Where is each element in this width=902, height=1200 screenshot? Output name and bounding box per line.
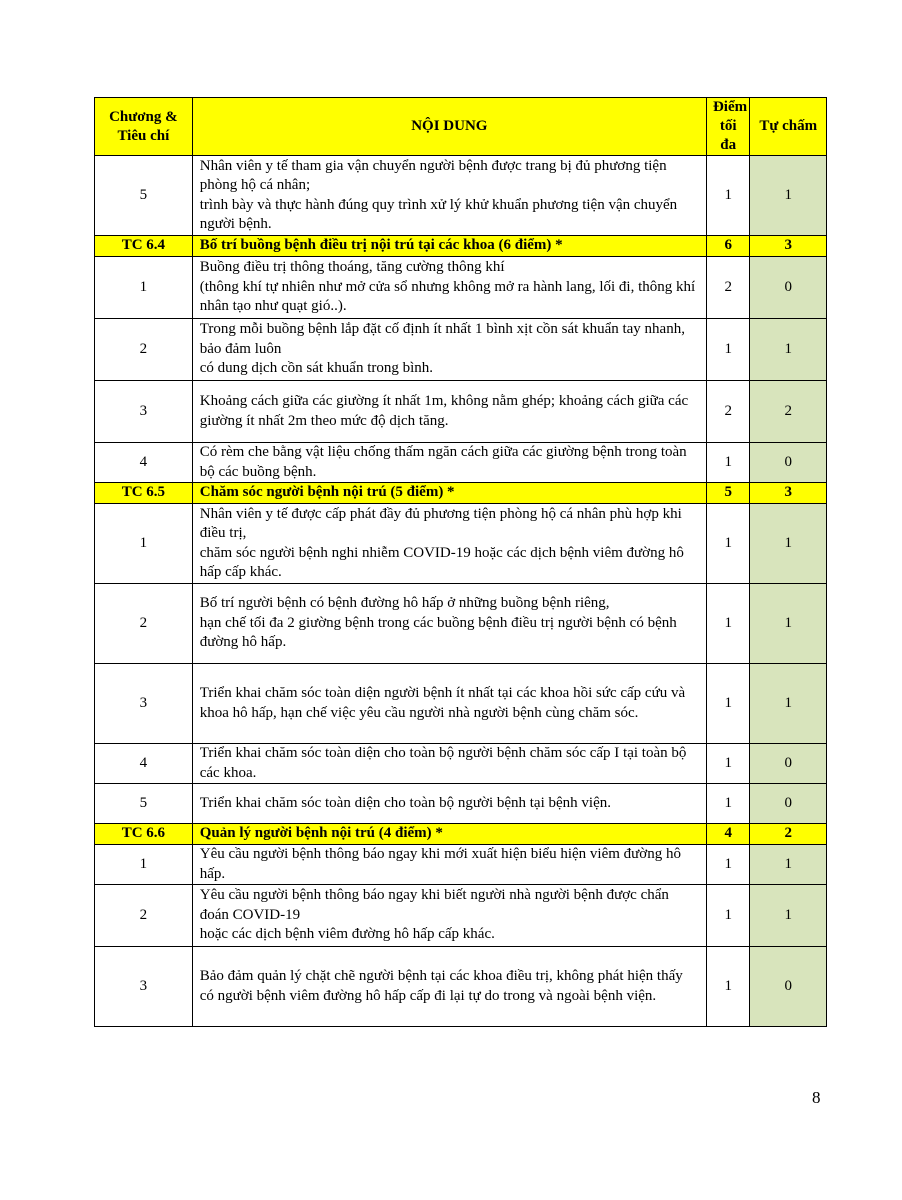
criterion-content: Triển khai chăm sóc toàn diện người bệnh ít nhất tại các khoa hồi sức cấp cứu và khoa hô hấp, hạn chế việc yêu cầu người nhà người bệnh cùng chăm sóc. — [192, 664, 706, 744]
max-score: 1 — [706, 156, 750, 236]
criterion-number: 2 — [95, 319, 193, 381]
section-row — [95, 236, 827, 257]
max-score: 1 — [706, 584, 750, 664]
criterion-number: 2 — [95, 584, 193, 664]
max-score: 6 — [706, 236, 750, 257]
criterion-number: 1 — [95, 845, 193, 885]
max-score: 1 — [706, 947, 750, 1027]
criterion-number: 4 — [95, 744, 193, 784]
table-row — [95, 885, 827, 947]
table-row — [95, 257, 827, 319]
criterion-content: Quản lý người bệnh nội trú (4 điểm) * — [192, 824, 706, 845]
table-row — [95, 784, 827, 824]
self-score: 1 — [750, 504, 827, 584]
criterion-number: 3 — [95, 381, 193, 443]
self-score: 1 — [750, 319, 827, 381]
self-score: 1 — [750, 584, 827, 664]
criterion-number: 3 — [95, 664, 193, 744]
max-score: 1 — [706, 443, 750, 483]
criterion-number: 5 — [95, 784, 193, 824]
header-self-score: Tự chấm — [750, 98, 827, 156]
table-row — [95, 744, 827, 784]
criterion-number: 1 — [95, 257, 193, 319]
self-score: 0 — [750, 257, 827, 319]
criterion-number: 3 — [95, 947, 193, 1027]
criterion-content: Chăm sóc người bệnh nội trú (5 điểm) * — [192, 483, 706, 504]
max-score: 2 — [706, 381, 750, 443]
criterion-content: Bảo đảm quản lý chặt chẽ người bệnh tại các khoa điều trị, không phát hiện thấy có người bệnh viêm đường hô hấp cấp đi lại tự do trong và ngoài bệnh viện. — [192, 947, 706, 1027]
table-header-row — [95, 98, 827, 156]
self-score: 3 — [750, 236, 827, 257]
page-number: 8 — [812, 1088, 821, 1107]
criterion-content: Nhân viên y tế được cấp phát đầy đủ phương tiện phòng hộ cá nhân phù hợp khi điều trị, chăm sóc người bệnh nghi nhiễm COVID-19 hoặc các dịch bệnh viêm đường hô hấp cấp khác. — [192, 504, 706, 584]
max-score: 1 — [706, 885, 750, 947]
self-score: 2 — [750, 381, 827, 443]
self-score: 1 — [750, 845, 827, 885]
criterion-content: Buồng điều trị thông thoáng, tăng cường thông khí (thông khí tự nhiên như mở cửa sổ nhưng không mở ra hành lang, lối đi, thông khí nhân tạo như quạt gió..). — [192, 257, 706, 319]
header-max-score: Điểm tối đa — [706, 98, 750, 156]
max-score: 2 — [706, 257, 750, 319]
max-score: 1 — [706, 319, 750, 381]
criterion-number: TC 6.5 — [95, 483, 193, 504]
max-score: 1 — [706, 504, 750, 584]
table-row — [95, 504, 827, 584]
criterion-content: Có rèm che bằng vật liệu chống thấm ngăn cách giữa các giường bệnh trong toàn bộ các buồng bệnh. — [192, 443, 706, 483]
section-row — [95, 824, 827, 845]
max-score: 1 — [706, 845, 750, 885]
self-score: 2 — [750, 824, 827, 845]
criterion-number: 2 — [95, 885, 193, 947]
criterion-content: Bố trí buồng bệnh điều trị nội trú tại các khoa (6 điểm) * — [192, 236, 706, 257]
criterion-content: Triển khai chăm sóc toàn diện cho toàn bộ người bệnh tại bệnh viện. — [192, 784, 706, 824]
self-score: 0 — [750, 784, 827, 824]
criterion-content: Yêu cầu người bệnh thông báo ngay khi mới xuất hiện biểu hiện viêm đường hô hấp. — [192, 845, 706, 885]
self-score: 0 — [750, 443, 827, 483]
criterion-content: Triển khai chăm sóc toàn diện cho toàn bộ người bệnh chăm sóc cấp I tại toàn bộ các khoa. — [192, 744, 706, 784]
table-row — [95, 319, 827, 381]
criterion-number: 1 — [95, 504, 193, 584]
criterion-content: Nhân viên y tế tham gia vận chuyển người bệnh được trang bị đủ phương tiện phòng hộ cá nhân; trình bày và thực hành đúng quy trình xử lý khử khuẩn phương tiện vận chuyển người bệnh. — [192, 156, 706, 236]
table-row — [95, 845, 827, 885]
table-row — [95, 664, 827, 744]
table-row — [95, 584, 827, 664]
table-row — [95, 443, 827, 483]
self-score: 1 — [750, 885, 827, 947]
max-score: 1 — [706, 664, 750, 744]
criterion-content: Bố trí người bệnh có bệnh đường hô hấp ở những buồng bệnh riêng, hạn chế tối đa 2 giường bệnh trong các buồng bệnh điều trị người bệnh có bệnh đường hô hấp. — [192, 584, 706, 664]
criterion-number: TC 6.6 — [95, 824, 193, 845]
header-content: NỘI DUNG — [192, 98, 706, 156]
max-score: 5 — [706, 483, 750, 504]
max-score: 4 — [706, 824, 750, 845]
table-body — [95, 156, 827, 1027]
criteria-table — [94, 97, 827, 1027]
max-score: 1 — [706, 744, 750, 784]
max-score: 1 — [706, 784, 750, 824]
header-chapter: Chương & Tiêu chí — [95, 98, 193, 156]
self-score: 3 — [750, 483, 827, 504]
criterion-content: Yêu cầu người bệnh thông báo ngay khi biết người nhà người bệnh được chẩn đoán COVID-19 hoặc các dịch bệnh viêm đường hô hấp cấp khác. — [192, 885, 706, 947]
criterion-content: Trong mỗi buồng bệnh lắp đặt cố định ít nhất 1 bình xịt cồn sát khuẩn tay nhanh, bảo đảm luôn có dung dịch cồn sát khuẩn trong bình. — [192, 319, 706, 381]
table-row — [95, 156, 827, 236]
self-score: 0 — [750, 744, 827, 784]
section-row — [95, 483, 827, 504]
criterion-number: 4 — [95, 443, 193, 483]
criterion-number: 5 — [95, 156, 193, 236]
table-row — [95, 381, 827, 443]
table-row — [95, 947, 827, 1027]
self-score: 0 — [750, 947, 827, 1027]
criterion-number: TC 6.4 — [95, 236, 193, 257]
self-score: 1 — [750, 664, 827, 744]
criterion-content: Khoảng cách giữa các giường ít nhất 1m, không nằm ghép; khoảng cách giữa các giường ít nhất 2m theo mức độ dịch tăng. — [192, 381, 706, 443]
self-score: 1 — [750, 156, 827, 236]
